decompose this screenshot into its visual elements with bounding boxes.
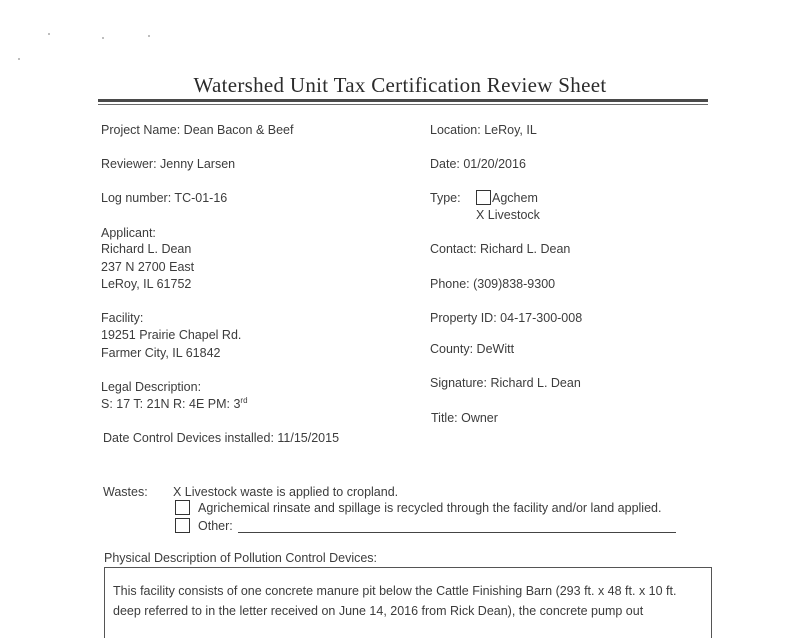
other-blank-line xyxy=(238,532,676,533)
location: Location: LeRoy, IL xyxy=(430,123,537,137)
county: County: DeWitt xyxy=(430,342,515,356)
wastes-other-option: Other: xyxy=(175,518,233,533)
type-label: Type: xyxy=(430,191,461,205)
property-id: Property ID: 04-17-300-008 xyxy=(430,311,583,325)
facility-address-2: Farmer City, IL 61842 xyxy=(101,346,221,360)
type-agchem-option: Agchem xyxy=(476,190,538,205)
legal-description-value: S: 17 T: 21N R: 4E PM: 3rd xyxy=(101,396,248,412)
contact: Contact: Richard L. Dean xyxy=(430,242,571,256)
other-checkbox xyxy=(175,518,190,533)
type-livestock-option: X Livestock xyxy=(476,208,540,222)
title-rule-thick xyxy=(98,99,708,102)
physical-description-line-2: deep referred to in the letter received on June 14, 2016 from Rick Dean), the concrete pump out xyxy=(113,604,644,618)
owner-title: Title: Owner xyxy=(431,411,498,425)
title-rule-thin xyxy=(98,104,708,105)
physical-description-box xyxy=(104,567,712,638)
facility-address-1: 19251 Prairie Chapel Rd. xyxy=(101,328,242,342)
wastes-label: Wastes: xyxy=(103,485,148,499)
legal-description-label: Legal Description: xyxy=(101,380,202,394)
date-installed: Date Control Devices installed: 11/15/2015 xyxy=(103,431,340,445)
applicant-name: Richard L. Dean xyxy=(101,242,192,256)
review-date: Date: 01/20/2016 xyxy=(430,157,526,171)
log-number: Log number: TC-01-16 xyxy=(101,191,228,205)
reviewer: Reviewer: Jenny Larsen xyxy=(101,157,236,171)
wastes-livestock-option: X Livestock waste is applied to cropland. xyxy=(173,485,399,499)
agrichemical-checkbox xyxy=(175,500,190,515)
physical-description-heading: Physical Description of Pollution Control Devices: xyxy=(104,551,378,565)
physical-description-line-1: This facility consists of one concrete manure pit below the Cattle Finishing Barn (293 ft. x 48 ft. x 10 ft. xyxy=(113,584,677,598)
facility-label: Facility: xyxy=(101,311,144,325)
wastes-agrichemical-option: Agrichemical rinsate and spillage is recycled through the facility and/or land applied. xyxy=(175,500,661,515)
agchem-checkbox xyxy=(476,190,491,205)
phone: Phone: (309)838-9300 xyxy=(430,277,556,291)
applicant-address-2: LeRoy, IL 61752 xyxy=(101,277,192,291)
scan-speck xyxy=(18,58,20,60)
applicant-label: Applicant: xyxy=(101,226,156,240)
signature: Signature: Richard L. Dean xyxy=(430,376,581,390)
document-title: Watershed Unit Tax Certification Review Sheet xyxy=(193,73,607,97)
scan-speck xyxy=(48,33,50,35)
scan-speck xyxy=(148,35,150,37)
project-name: Project Name: Dean Bacon & Beef xyxy=(101,123,294,137)
applicant-address-1: 237 N 2700 East xyxy=(101,260,195,274)
scan-speck xyxy=(102,37,104,39)
